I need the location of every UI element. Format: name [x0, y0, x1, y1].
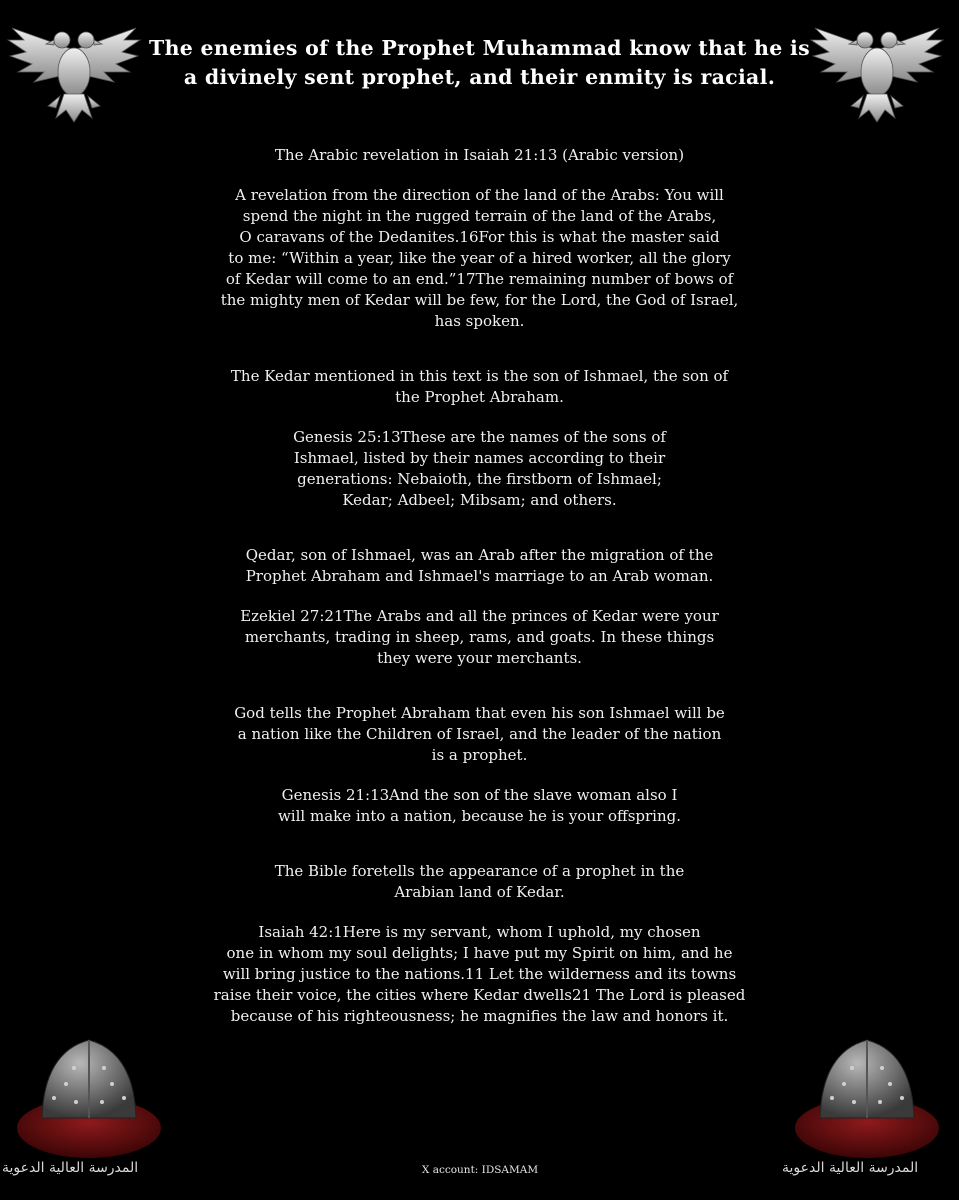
paragraph-ezekiel-quote [120, 606, 839, 669]
paragraph-isaiah-heading [120, 145, 839, 166]
paragraph-ishmael-nation [120, 703, 839, 766]
text-line: Qedar, son of Ishmael, was an Arab after the migration of the [245, 546, 714, 564]
text-line: the Prophet Abraham. [395, 388, 564, 406]
text-line: a nation like the Children of Israel, and the leader of the nation [237, 725, 722, 743]
text-line: the mighty men of Kedar will be few, for the Lord, the God of Israel, [220, 291, 739, 309]
text-line: one in whom my soul delights; I have put my Spirit on him, and he [226, 944, 733, 962]
text-line: raise their voice, the cities where Kedar dwells21 The Lord is pleased [213, 986, 746, 1004]
title-line-2: a divinely sent prophet, and their enmity is racial. [183, 65, 776, 89]
page-title [140, 34, 819, 92]
text-line: generations: Nebaioth, the firstborn of Ishmael; [297, 470, 662, 488]
paragraph-isaiah-21-quote [120, 185, 839, 332]
text-line: to me: “Within a year, like the year of a hired worker, all the glory [228, 249, 731, 267]
text-line: has spoken. [434, 312, 525, 330]
text-line: Arabian land of Kedar. [394, 883, 565, 901]
text-line: A revelation from the direction of the land of the Arabs: You will [235, 186, 724, 204]
paragraph-qedar-explanation [120, 545, 839, 587]
text-line: Kedar; Adbeel; Mibsam; and others. [342, 491, 617, 509]
text-line: God tells the Prophet Abraham that even his son Ishmael will be [234, 704, 725, 722]
article-body [120, 145, 839, 1027]
text-line: Genesis 21:13And the son of the slave woman also I [281, 786, 678, 804]
text-line: The Arabic revelation in Isaiah 21:13 (Arabic version) [274, 146, 685, 164]
paragraph-genesis-21-quote [120, 785, 839, 827]
text-line: merchants, trading in sheep, rams, and goats. In these things [244, 628, 715, 646]
text-line: because of his righteousness; he magnifies the law and honors it. [230, 1007, 729, 1025]
text-line: of Kedar will come to an end.”17The remaining number of bows of [225, 270, 734, 288]
text-line: Genesis 25:13These are the names of the sons of [293, 428, 666, 446]
text-line: will make into a nation, because he is your offspring. [277, 807, 682, 825]
text-line: they were your merchants. [377, 649, 582, 667]
paragraph-bible-foretells [120, 861, 839, 903]
paragraph-kedar-explanation [120, 366, 839, 408]
text-line: is a prophet. [431, 746, 528, 764]
text-line: O caravans of the Dedanites.16For this is what the master said [239, 228, 720, 246]
title-line-1: The enemies of the Prophet Muhammad know that he is [149, 36, 810, 60]
helmet-turban-icon [792, 1032, 942, 1162]
school-logo-text: المدرسة العالية الدعوية [2, 1160, 139, 1176]
text-line: Ishmael, listed by their names according to their [293, 449, 666, 467]
school-logo-text: المدرسة العالية الدعوية [782, 1160, 919, 1176]
text-line: Ezekiel 27:21The Arabs and all the princes of Kedar were your [240, 607, 719, 625]
text-line: will bring justice to the nations.11 Let the wilderness and its towns [222, 965, 737, 983]
double-headed-eagle-icon [4, 10, 144, 128]
double-headed-eagle-icon [807, 10, 947, 128]
text-line: Isaiah 42:1Here is my servant, whom I uphold, my chosen [258, 923, 701, 941]
text-line: spend the night in the rugged terrain of the land of the Arabs, [242, 207, 717, 225]
text-line: The Bible foretells the appearance of a prophet in the [274, 862, 685, 880]
paragraph-genesis-25-quote [120, 427, 839, 511]
text-line: The Kedar mentioned in this text is the son of Ishmael, the son of [230, 367, 729, 385]
text-line: Prophet Abraham and Ishmael's marriage to an Arab woman. [245, 567, 714, 585]
paragraph-isaiah-42-quote [120, 922, 839, 1027]
helmet-turban-icon [14, 1032, 164, 1162]
footer-account: X account: IDSAMAM [421, 1164, 539, 1176]
